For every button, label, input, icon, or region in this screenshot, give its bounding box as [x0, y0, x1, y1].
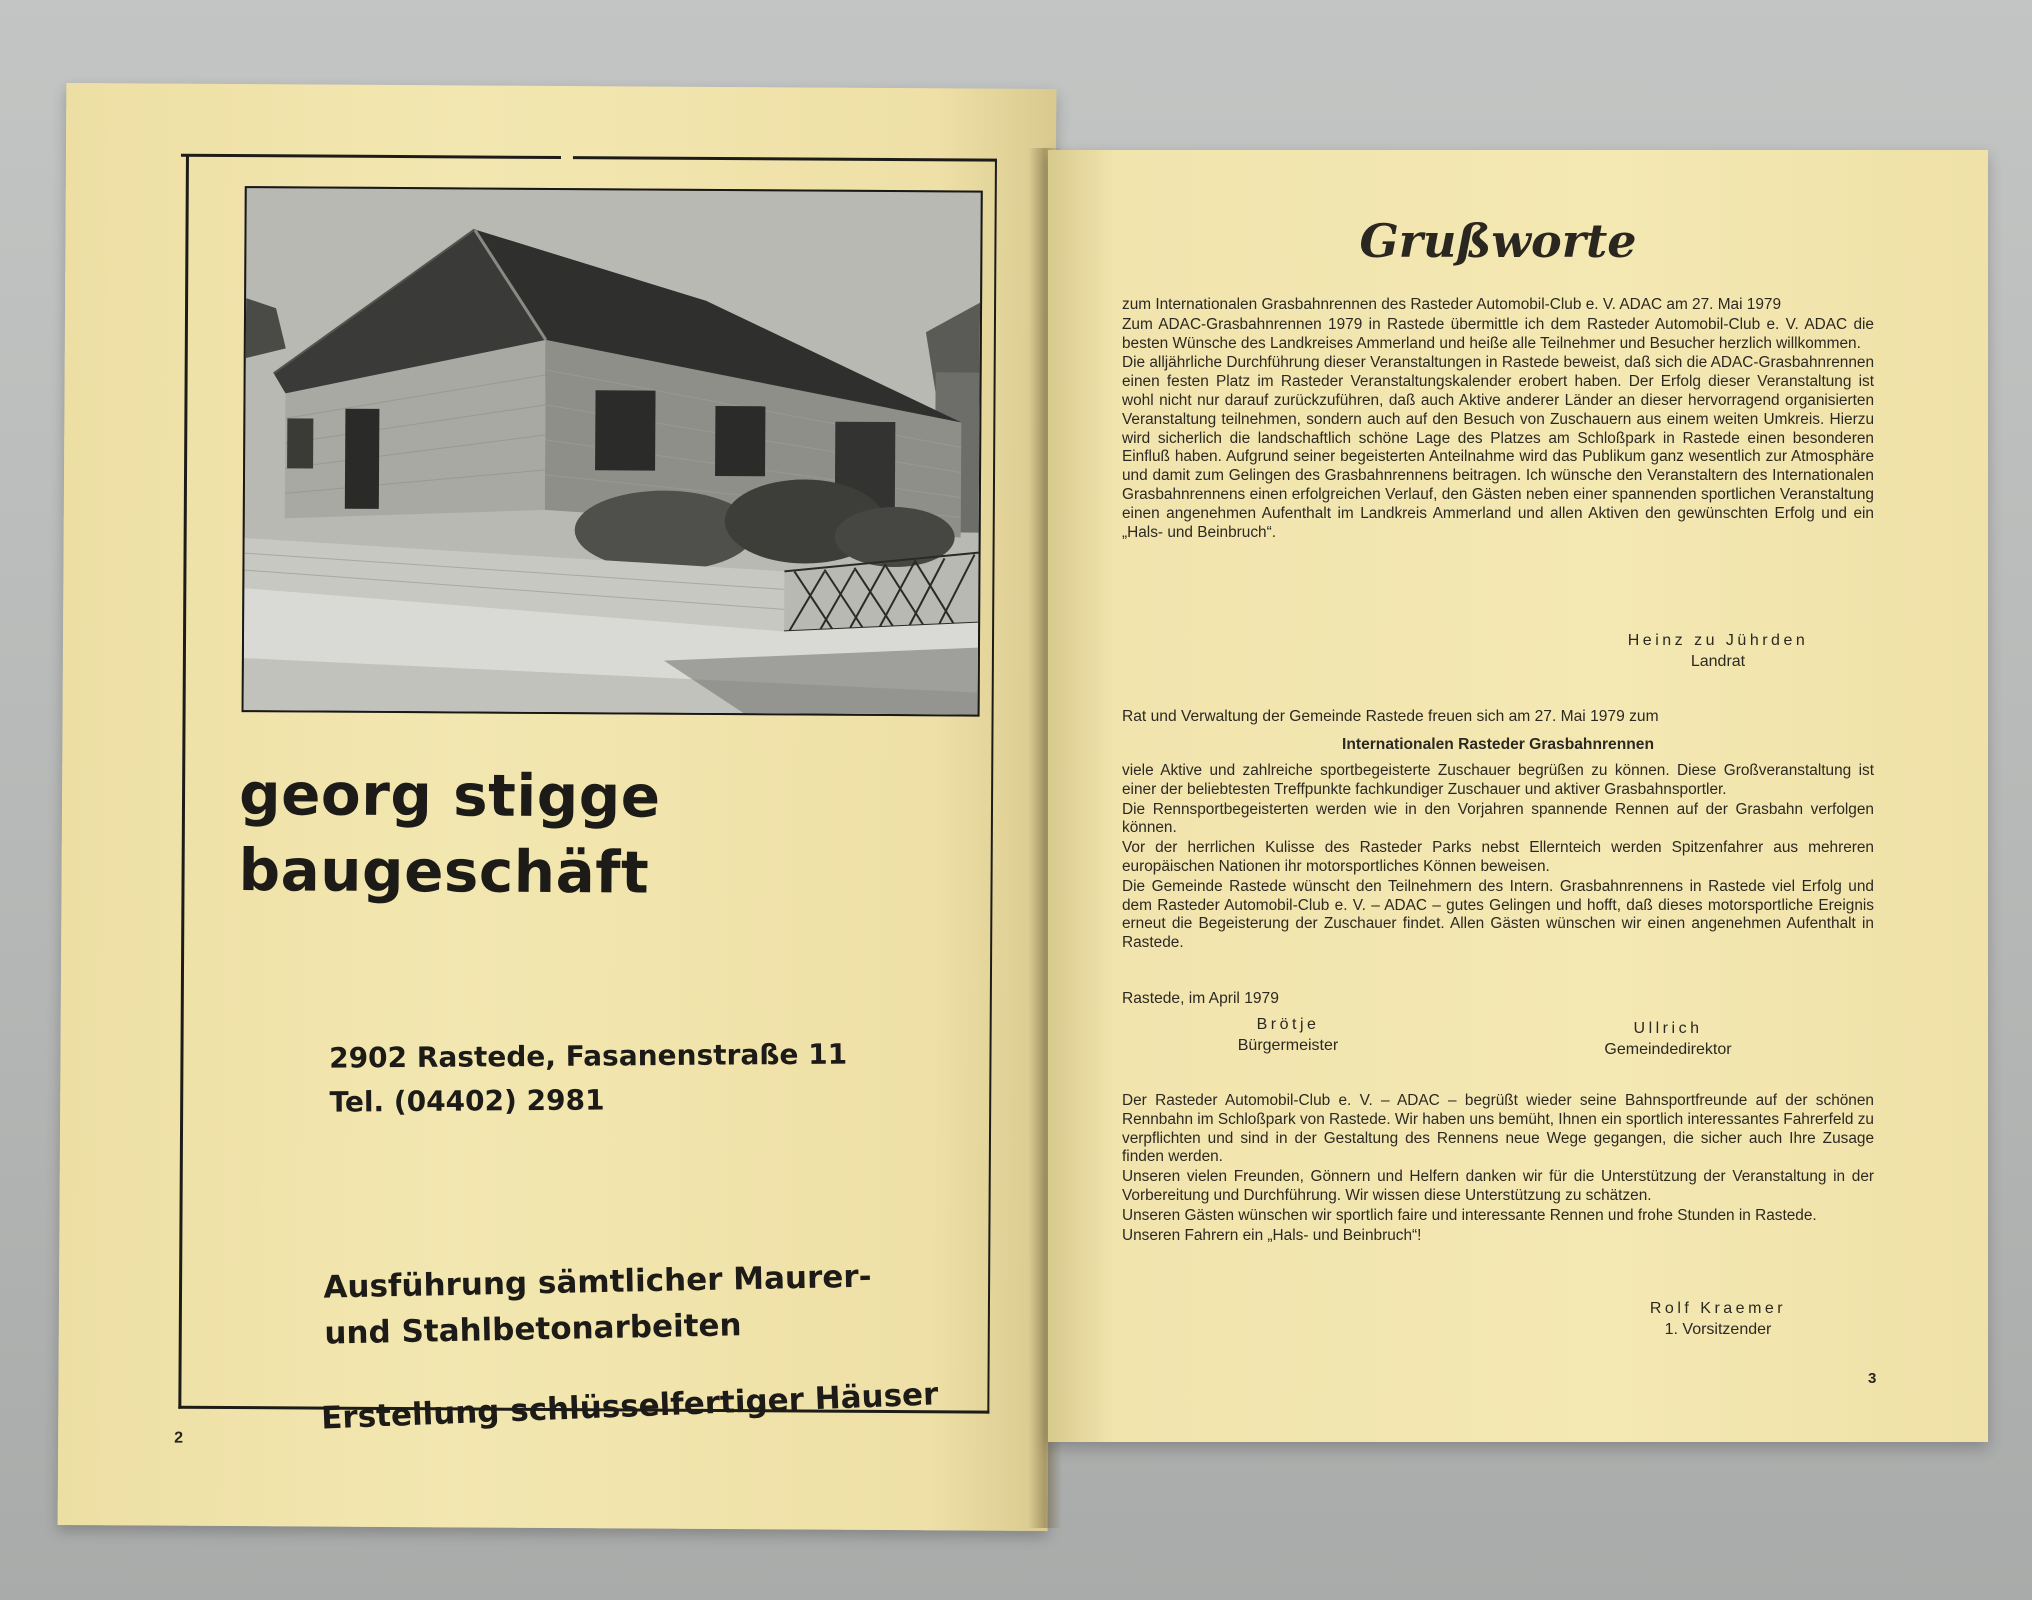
page-number-right: 3 [1868, 1370, 1877, 1387]
club-greeting [1122, 1092, 1874, 1245]
signer-role: Bürgermeister [1237, 1037, 1339, 1054]
services-line: Ausführung sämtlicher Maurer- [323, 1258, 872, 1306]
signer-name: Rolf Kraemer [1649, 1300, 1787, 1317]
signer-role: Gemeindedirektor [1604, 1041, 1732, 1058]
house-photo [242, 186, 983, 716]
company-address [329, 1032, 970, 1125]
signer-name: Ullrich [1633, 1020, 1703, 1037]
turnkey-houses-text: Erstellung schlüsselfertiger Häuser [320, 1376, 940, 1437]
company-name-line: baugeschäft [238, 836, 650, 907]
advertisement-frame [178, 156, 997, 1437]
services-text [323, 1252, 965, 1357]
signer-role: Landrat [1690, 653, 1746, 670]
signer-name: Heinz zu Jührden [1627, 632, 1809, 649]
left-page [58, 83, 1057, 1531]
paragraph: Der Rasteder Automobil-Club e. V. – ADAC – begrüßt wieder seine Bahnsportfreunde auf der schönen Rennbahn im Schloßpark von Rastede. Wir haben uns bemüht, Ihnen ein sportlich interessantes Fahrerfeld zu verpflichten und sind in der Gestaltung des Rennens neue Wege gegangen, die sicher auch Ihre Zusage finden werden. [1122, 1092, 1874, 1166]
landrat-greeting [1122, 296, 1874, 542]
company-name-line: georg stigge [238, 760, 661, 831]
paragraph: Die Rennsportbegeisterten werden wie in den Vorjahren spannende Rennen auf der Grasbahn verfolgen können. [1122, 800, 1874, 837]
frame-top-rule [573, 156, 997, 162]
paragraph: zum Internationalen Grasbahnrennen des Rasteder Automobil-Club e. V. ADAC am 27. Mai 1979 [1122, 296, 1782, 313]
date-line: Rastede, im April 1979 [1122, 990, 1279, 1007]
gemeinde-intro: Rat und Verwaltung der Gemeinde Rastede freuen sich am 27. Mai 1979 zum [1122, 708, 1659, 725]
gemeindedirektor-signature [1538, 1020, 1798, 1059]
paragraph: Zum ADAC-Grasbahnrennen 1979 in Rastede übermittle ich dem Rasteder Automobil-Club e. V. ADAC die besten Wünsche des Landkreises Ammerland und heiße alle Teilnehmer und Besucher herzlich willkommen. [1122, 315, 1874, 352]
paragraph: Vor der herrlichen Kulisse des Rasteder Parks nebst Ellernteich werden Spitzenfahrer aus mehreren europäischen Nationen ihr motorsportliches Können beweisen. [1122, 839, 1874, 875]
company-name [238, 756, 939, 912]
house-photo-drawing [244, 188, 981, 714]
paragraph: Die Gemeinde Rastede wünscht den Teilnehmern des Intern. Grasbahnrennens in Rastede viel Erfolg und dem Rasteder Automobil-Club e. V. – ADAC – gutes Gelingen und hofft, daß dieses motorsportliche Ereignis erneut die Begeisterung der Zuschauer findet. Allen Gästen wünschen wir einen angenehmen Aufenthalt in Rastede. [1122, 877, 1874, 952]
signer-role: 1. Vorsitzender [1664, 1321, 1772, 1338]
signer-name: Brötje [1256, 1016, 1320, 1033]
frame-top-rule [181, 154, 561, 159]
buergermeister-signature [1168, 1016, 1408, 1055]
club-signature [1568, 1300, 1868, 1339]
street-address: 2902 Rastede, Fasanenstraße 11 [329, 1037, 848, 1075]
paragraph: Unseren vielen Freunden, Gönnern und Helfern danken wir für die Unterstützung der Veranstaltung in der Vorbereitung und Durchführung. Wir wissen diese Unterstützung zu schätzen. [1122, 1168, 1874, 1204]
right-page [1048, 150, 1988, 1442]
page-number-left: 2 [174, 1429, 184, 1447]
phone-number: Tel. (04402) 2981 [329, 1083, 605, 1119]
gemeinde-greeting [1122, 762, 1874, 953]
paragraph: Die alljährliche Durchführung dieser Veranstaltungen in Rastede beweist, daß sich die ADAC-Grasbahnrennen einen festen Platz im Rasteder Veranstaltungskalender erobert haben. Der Erfolg dieser Veranstaltung ist wohl nicht nur darauf zurückzuführen, daß auch Aktive anderer Länder an dieser hervorragend organisierten Veranstaltung teilnehmen, sondern auch auf den Besuch von Zuschauern aus einem weiten Umkreis. Hierzu wird sicherlich die landschaftlich schöne Lage des Platzes am Schloßpark in Rastede einen besonderen Einfluß haben. Aufgrund seiner begeisterten Anteilnahme wird das Publikum ganz wesentlich zur Atmosphäre und damit zum Gelingen des Grasbahnrennens beitragen. Ich wünsche den Veranstaltern des Internationalen Grasbahnrennens einen erfolgreichen Verlauf, den Gästen neben einer spannenden sportlichen Veranstaltung einen angenehmen Aufenthalt im Landkreis Ammerland und allen Aktiven den gewünschten Erfolg und ein „Hals- und Beinbruch“. [1122, 354, 1874, 541]
paragraph: Unseren Gästen wünschen wir sportlich faire und interessante Rennen und frohe Stunden in Rastede. [1122, 1206, 1817, 1224]
landrat-signature [1568, 632, 1868, 671]
event-name: Internationalen Rasteder Grasbahnrennen [1342, 736, 1654, 753]
paragraph: viele Aktive und zahlreiche sportbegeisterte Zuschauer begrüßen zu können. Diese Großveranstaltung ist einer der beliebtesten Treffpunkte fachkundiger Zuschauer und aktiver Grasbahnsportler. [1122, 762, 1874, 798]
paragraph: Unseren Fahrern ein „Hals- und Beinbruch“! [1122, 1226, 1422, 1244]
services-line: und Stahlbetonarbeiten [324, 1307, 742, 1352]
page-title: Grußworte [1359, 214, 1637, 268]
